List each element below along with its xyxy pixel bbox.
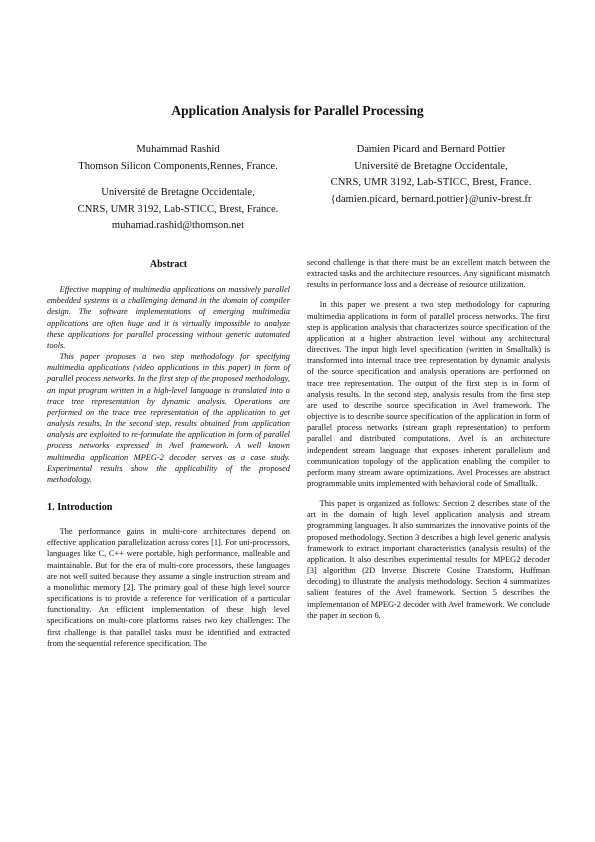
intro-paragraph-2: second challenge is that there must be an excellent match between the extracted tasks and the architecture resources. Any significant mismatch results in performance loss and a decrease of resource utilization. xyxy=(307,258,550,290)
intro-paragraph-1: The performance gains in multi-core architectures depend on effective application parallelization across cores [1]. For uni-processors, languages like C, C++ were portable, high performance, malleable and maintainable. But for the era of multi-core processors, these languages are not well suited because they assume a single instruction stream and a monolithic memory [2]. The primary goal of these high level source specifications is to provide a reference for verification of a particular functionality. An efficient implementation of these high level specifications on multi-core platforms raises two key challenges: The first challenge is that parallel tasks must be identified and extracted from the sequential reference specification. The xyxy=(47,527,290,648)
author-right-affiliation-1: Université de Bretagne Occidentale, xyxy=(354,160,508,172)
author-left-email: muhamad.rashid@thomson.net xyxy=(111,220,245,231)
right-column xyxy=(307,257,550,621)
author-right-affiliation-2: CNRS, UMR 3192, Lab-STICC, Brest, France. xyxy=(330,177,532,188)
author-left-spacer xyxy=(47,175,309,185)
intro-paragraph-4: This paper is organized as follows: Section 2 describes state of the art in the domain of high level application analysis and stream programming languages. It also summarizes the innovative points of the proposed methodology. Section 3 describes a high level generic analysis framework to extract important characteristics (analysis results) of the application. It also describes experimental results for MPEG2 decoder [3] algorithm (2D Inverse Discrete Cosine Transform, Huffman decoding) to illustrate the analysis methodology. Section 4 summarizes salient features of the Avel framework. Section 5 describes the implementation of MPEG-2 decoder with Avel framework. We conclude the paper in section 6. xyxy=(307,499,550,620)
abstract-paragraph-1: Effective mapping of multimedia applications on massively parallel embedded systems is a challenging demand in the domain of compiler design. The software implementations of emerging multimedia applications are often huge and it is virtually impossible to analyze these applications for parallel processing without generic automated tools. xyxy=(47,285,290,350)
author-right-email: {damien.picard, bernard.pottier}@univ-brest.fr xyxy=(330,193,532,205)
paper-title: Application Analysis for Parallel Processing xyxy=(171,103,424,118)
section-heading-introduction: 1. Introduction xyxy=(47,501,113,513)
abstract-heading: Abstract xyxy=(149,259,188,270)
author-left-name: Muhammad Rashid xyxy=(136,144,220,155)
author-left-affiliation-1: Thomson Silicon Components,Rennes, France. xyxy=(78,160,278,172)
intro-paragraph-3: In this paper we present a two step methodology for capturing multimedia applications in form of parallel process networks. The first step is application analysis that characterizes source specification of the application at a higher abstraction level without any architectural directives. The input high level specification (written in Smalltalk) is transformed into internal trace tree representation by dynamic analysis of the source specification and analysis operations are performed on trace tree representation. The output of the first step is in form of analysis results. In the second step, analysis results from the first step are used to describe source specification in Avel framework. The objective is to describe source specification of the application in form of parallel process networks (stream graph representation) to perform parallel and distributed computations. Avel is an architecture independent stream language that exposes inherent parallelism and communication topology of the application enabling the compiler to perform many stream aware optimizations. Avel Processes are abstract programmable units implemented with behavioral code of Smalltalk. xyxy=(307,300,550,488)
author-block-right xyxy=(300,142,562,208)
author-left-affiliation-3: CNRS, UMR 3192, Lab-STICC, Brest, France. xyxy=(77,203,279,215)
author-block-left xyxy=(47,142,309,235)
abstract-paragraph-2: This paper proposes a two step methodology for specifying multimedia applications (video applications in this paper) in form of parallel process networks. In the first step of the proposed methodology, an input program written in a high-level language is translated into a trace tree representation by dynamic analysis. Operations are performed on the trace tree representation of the application to get analysis results. In the second step, results obtained from application analysis are exploited to re-formulate the application in form of parallel process networks expressed in Avel framework. A well known multimedia application MPEG-2 decoder serves as a case study. Experimental results show the applicability of the proposed methodology. xyxy=(47,352,290,484)
left-column xyxy=(47,257,290,649)
author-left-affiliation-2: Université de Bretagne Occidentale, xyxy=(101,187,255,198)
author-right-names: Damien Picard and Bernard Pottier xyxy=(356,144,506,155)
